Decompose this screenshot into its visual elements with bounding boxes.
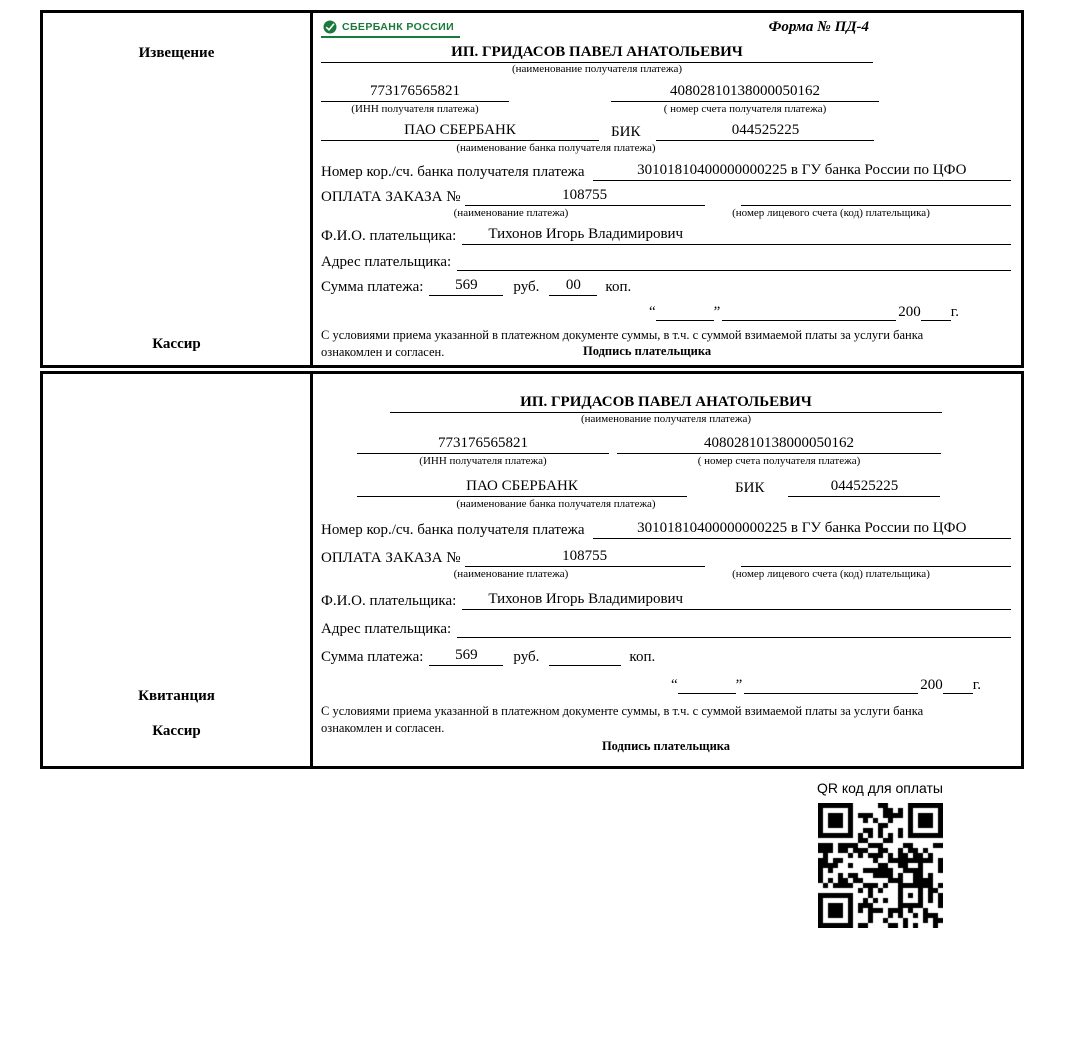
payee-block (321, 44, 1011, 76)
qr-code (818, 803, 943, 928)
corr-account-field: 30101810400000000225 в ГУ банка России по ЦФО (593, 520, 1011, 539)
date-century: 200 (920, 677, 943, 694)
inn-caption: (ИНН получателя платежа) (351, 102, 479, 115)
date-quote-open: “ (670, 677, 678, 694)
bik-label: БИК (611, 124, 641, 141)
corr-account-label: Номер кор./сч. банка получателя платежа (321, 522, 585, 539)
purpose-block (321, 187, 1011, 220)
date-year-field (943, 675, 973, 694)
date-day-field (678, 675, 736, 694)
bank-name-field: ПАО СБЕРБАНК (357, 478, 687, 497)
inn-field: 773176565821 (321, 83, 509, 102)
payer-address-row (321, 619, 1011, 638)
date-month-field (744, 675, 918, 694)
inn-account-row (321, 435, 1011, 468)
payer-address-label: Адрес плательщика: (321, 253, 452, 270)
rubles-label: руб. (513, 278, 540, 295)
payer-address-field (457, 619, 1011, 638)
bik-label: БИК (735, 479, 765, 496)
date-century: 200 (898, 304, 921, 321)
bank-caption: (наименование банка получателя платежа) (456, 497, 656, 510)
payer-address-field (457, 252, 1011, 271)
qr-section (798, 780, 962, 928)
bik-field: 044525225 (788, 478, 940, 497)
date-row (321, 675, 1011, 694)
payer-name-row (321, 226, 1011, 245)
cashier-label: Кассир (152, 336, 201, 352)
sberbank-logo-icon (323, 20, 337, 34)
sum-kopecks-field: 00 (549, 277, 597, 296)
account-field: 40802810138000050162 (611, 83, 879, 102)
signature-line (321, 738, 1011, 755)
personal-account-field (741, 187, 1011, 206)
agreement-block (321, 327, 1011, 360)
sum-kopecks-field (549, 647, 621, 666)
payer-name-label: Ф.И.О. плательщика: (321, 592, 457, 609)
purpose-row (321, 548, 1011, 567)
qr-caption: QR код для оплаты (816, 780, 943, 796)
date-era-label: г. (950, 304, 959, 321)
purpose-captions-row (321, 207, 1011, 220)
bank-block (321, 122, 1011, 155)
order-number-field: 108755 (465, 548, 705, 567)
purpose-label: ОПЛАТА ЗАКАЗА № (321, 550, 461, 567)
bank-name-field: ПАО СБЕРБАНК (321, 122, 599, 141)
bank-block (321, 478, 1011, 511)
payer-address-row (321, 252, 1011, 271)
inn-column (321, 83, 509, 116)
inn-account-row (321, 83, 1011, 116)
receipt-receipt (40, 371, 1024, 769)
date-month-field (722, 302, 896, 321)
personal-account-caption: (номер лицевого счета (код) плательщика) (732, 206, 930, 219)
purpose-captions-row (321, 568, 1011, 581)
inn-field: 773176565821 (357, 435, 609, 454)
kopecks-label: коп. (629, 649, 656, 666)
sum-label: Сумма платежа: (321, 649, 424, 666)
signature-label: Подпись плательщика (601, 738, 731, 753)
purpose-caption: (наименование платежа) (453, 206, 569, 219)
stub-title: Извещение (138, 45, 215, 61)
sum-row (321, 647, 1011, 666)
receipt-content (313, 374, 1021, 766)
payer-name-field: Тихонов Игорь Владимирович (462, 226, 1011, 245)
bank-row (321, 478, 1011, 497)
agreement-text: С условиями приема указанной в платежном документе суммы, в т.ч. с суммой взимаемой платы за услуги банка ознакомлен и согласен. (321, 328, 924, 359)
agreement-block (321, 703, 1011, 755)
bank-caption: (наименование банка получателя платежа) (456, 142, 656, 155)
stub-title: Квитанция (138, 688, 215, 704)
payee-caption: (наименование получателя платежа) (511, 63, 683, 76)
rubles-label: руб. (513, 649, 540, 666)
bank-row (321, 122, 1011, 141)
order-number-field: 108755 (465, 187, 705, 206)
account-column (611, 83, 879, 116)
purpose-caption: (наименование платежа) (453, 568, 569, 581)
agreement-text: С условиями приема указанной в платежном документе суммы, в т.ч. с суммой взимаемой платы за услуги банка ознакомлен и согласен. (321, 704, 924, 735)
header-row (321, 19, 1011, 38)
date-year-field (921, 302, 951, 321)
payer-name-field: Тихонов Игорь Владимирович (462, 591, 1011, 610)
inn-caption: (ИНН получателя платежа) (419, 455, 547, 468)
date-day-field (656, 302, 714, 321)
date-quote-close: ” (713, 304, 721, 321)
sberbank-logo-text: СБЕРБАНК РОССИИ (342, 21, 455, 33)
date-row (321, 302, 1011, 321)
account-caption: ( номер счета получателя платежа) (697, 455, 861, 468)
payer-address-label: Адрес плательщика: (321, 620, 452, 637)
notice-content (313, 13, 1021, 365)
purpose-row (321, 187, 1011, 206)
sum-row (321, 277, 1011, 296)
corr-account-row (321, 162, 1011, 181)
notice-stub (43, 13, 313, 365)
personal-account-field (741, 548, 1011, 567)
account-field: 40802810138000050162 (617, 435, 941, 454)
cashier-label: Кассир (152, 723, 201, 739)
purpose-label: ОПЛАТА ЗАКАЗА № (321, 188, 461, 205)
signature-label: Подпись плательщика (583, 343, 712, 358)
corr-account-field: 30101810400000000225 в ГУ банка России по ЦФО (593, 162, 1011, 181)
date-quote-open: “ (648, 304, 656, 321)
date-era-label: г. (972, 677, 981, 694)
payer-name-row (321, 591, 1011, 610)
payee-caption: (наименование получателя платежа) (580, 413, 752, 425)
sum-rubles-field: 569 (429, 647, 503, 666)
payee-name: ИП. ГРИДАСОВ ПАВЕЛ АНАТОЛЬЕВИЧ (390, 394, 942, 413)
payee-name: ИП. ГРИДАСОВ ПАВЕЛ АНАТОЛЬЕВИЧ (321, 44, 873, 63)
sberbank-logo (321, 19, 460, 38)
account-caption: ( номер счета получателя платежа) (663, 102, 827, 115)
corr-account-row (321, 520, 1011, 539)
receipt-stub (43, 374, 313, 766)
kopecks-label: коп. (605, 278, 632, 295)
corr-account-label: Номер кор./сч. банка получателя платежа (321, 163, 585, 180)
date-quote-close: ” (735, 677, 743, 694)
form-number-label: Форма № ПД-4 (768, 19, 869, 35)
bik-field: 044525225 (656, 122, 874, 141)
account-column (617, 435, 941, 468)
sum-label: Сумма платежа: (321, 278, 424, 295)
sum-rubles-field: 569 (429, 277, 503, 296)
payer-name-label: Ф.И.О. плательщика: (321, 228, 457, 245)
personal-account-caption: (номер лицевого счета (код) плательщика) (732, 568, 930, 581)
purpose-block (321, 548, 1011, 581)
inn-column (357, 435, 609, 468)
notice-receipt (40, 10, 1024, 368)
payee-block (321, 394, 1011, 426)
